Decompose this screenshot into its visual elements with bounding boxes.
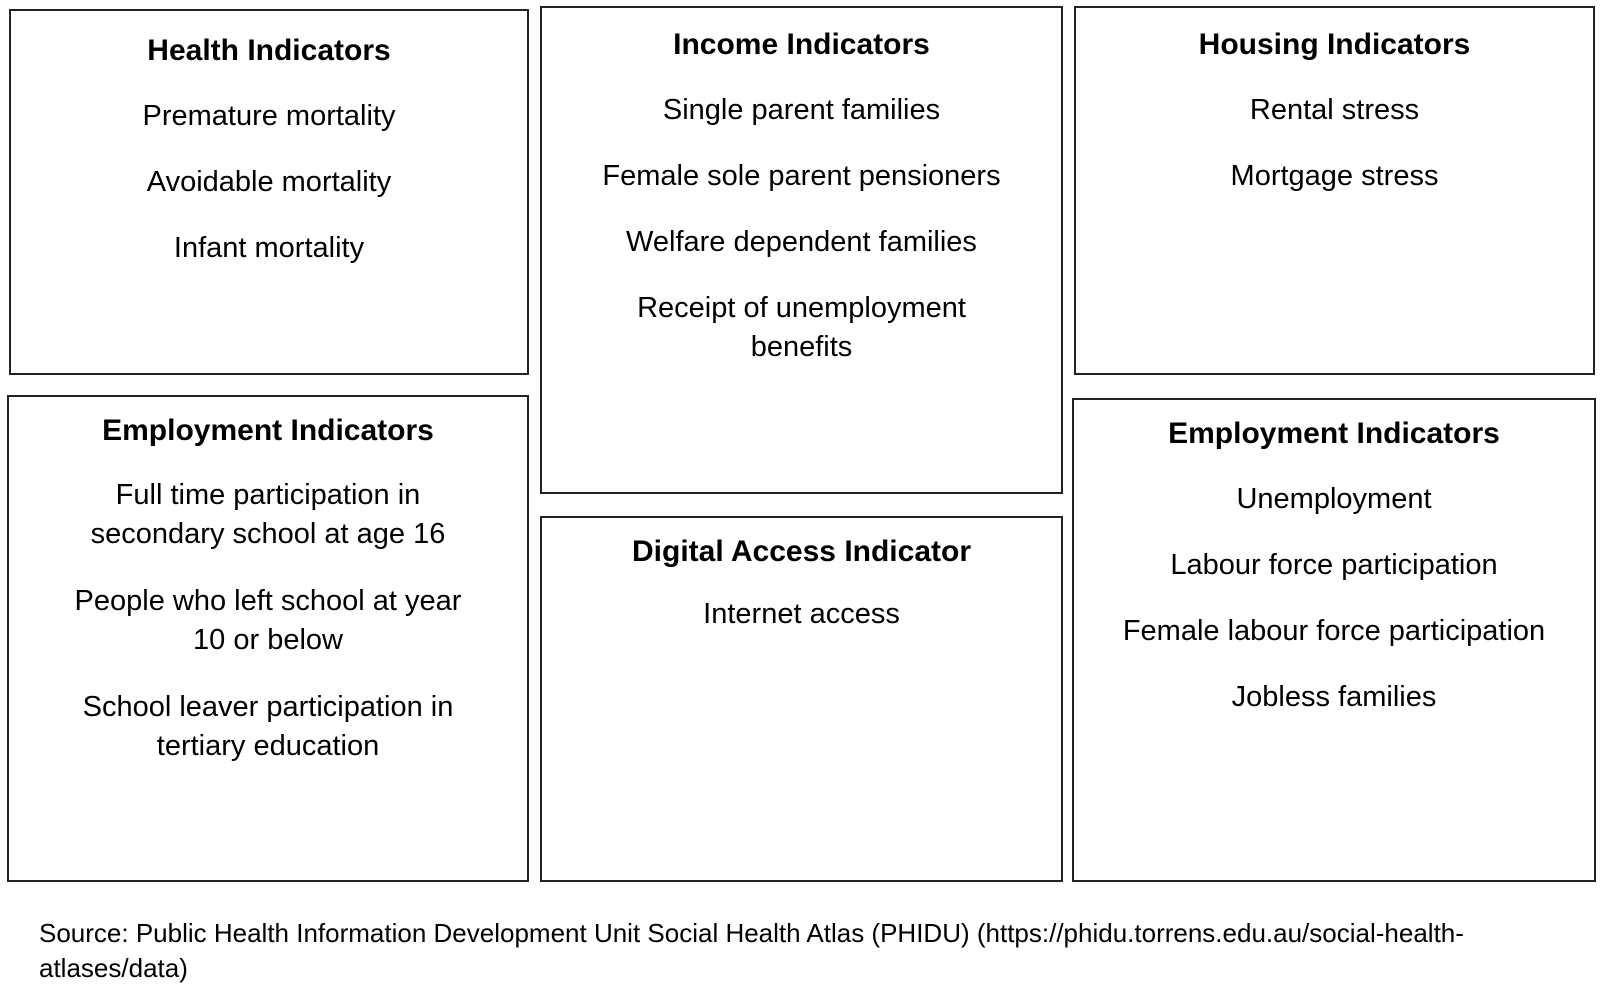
indicator-item: Labour force participation <box>1170 549 1498 581</box>
box-title: Employment Indicators <box>102 414 434 447</box>
box-title: Digital Access Indicator <box>632 535 971 568</box>
indicator-item: People who left school at year 10 or below <box>74 585 462 656</box>
box-title: Employment Indicators <box>1168 417 1500 450</box>
box-title: Housing Indicators <box>1198 28 1471 61</box>
income-indicators-box <box>540 6 1063 494</box>
employment-indicators-box-right <box>1072 398 1596 882</box>
source-note: Source: Public Health Information Development Unit Social Health Atlas (PHIDU) (https://phidu.torrens.edu.au/social-health-atlases/data) <box>39 918 1464 983</box>
indicator-list <box>1076 91 1593 196</box>
indicator-item: Female labour force participation <box>1122 615 1546 647</box>
indicator-item: Rental stress <box>1249 94 1420 126</box>
housing-indicators-box <box>1074 6 1595 375</box>
indicator-item: Unemployment <box>1236 483 1432 515</box>
indicator-item: Avoidable mortality <box>146 166 392 198</box>
box-title: Health Indicators <box>147 34 391 67</box>
indicator-list <box>1074 480 1594 717</box>
indicator-list <box>11 97 527 268</box>
health-indicators-box <box>9 9 529 375</box>
indicator-item: Premature mortality <box>142 100 396 132</box>
indicator-list <box>542 91 1061 367</box>
indicator-item: School leaver participation in tertiary education <box>82 691 454 762</box>
digital-access-indicator-box <box>540 516 1063 882</box>
employment-indicators-box-left <box>7 395 529 882</box>
indicator-item: Single parent families <box>662 94 941 126</box>
indicator-list <box>9 476 527 766</box>
indicator-item: Female sole parent pensioners <box>602 160 1001 192</box>
indicator-item: Full time participation in secondary school at age 16 <box>90 479 446 550</box>
indicator-item: Welfare dependent families <box>626 226 977 258</box>
indicator-item: Receipt of unemployment benefits <box>637 292 966 363</box>
box-title: Income Indicators <box>673 28 930 61</box>
indicator-item: Infant mortality <box>173 232 365 264</box>
indicator-item: Jobless families <box>1231 681 1437 713</box>
indicator-list <box>542 595 1061 634</box>
indicator-item: Mortgage stress <box>1230 160 1439 192</box>
indicator-item: Internet access <box>703 598 900 630</box>
